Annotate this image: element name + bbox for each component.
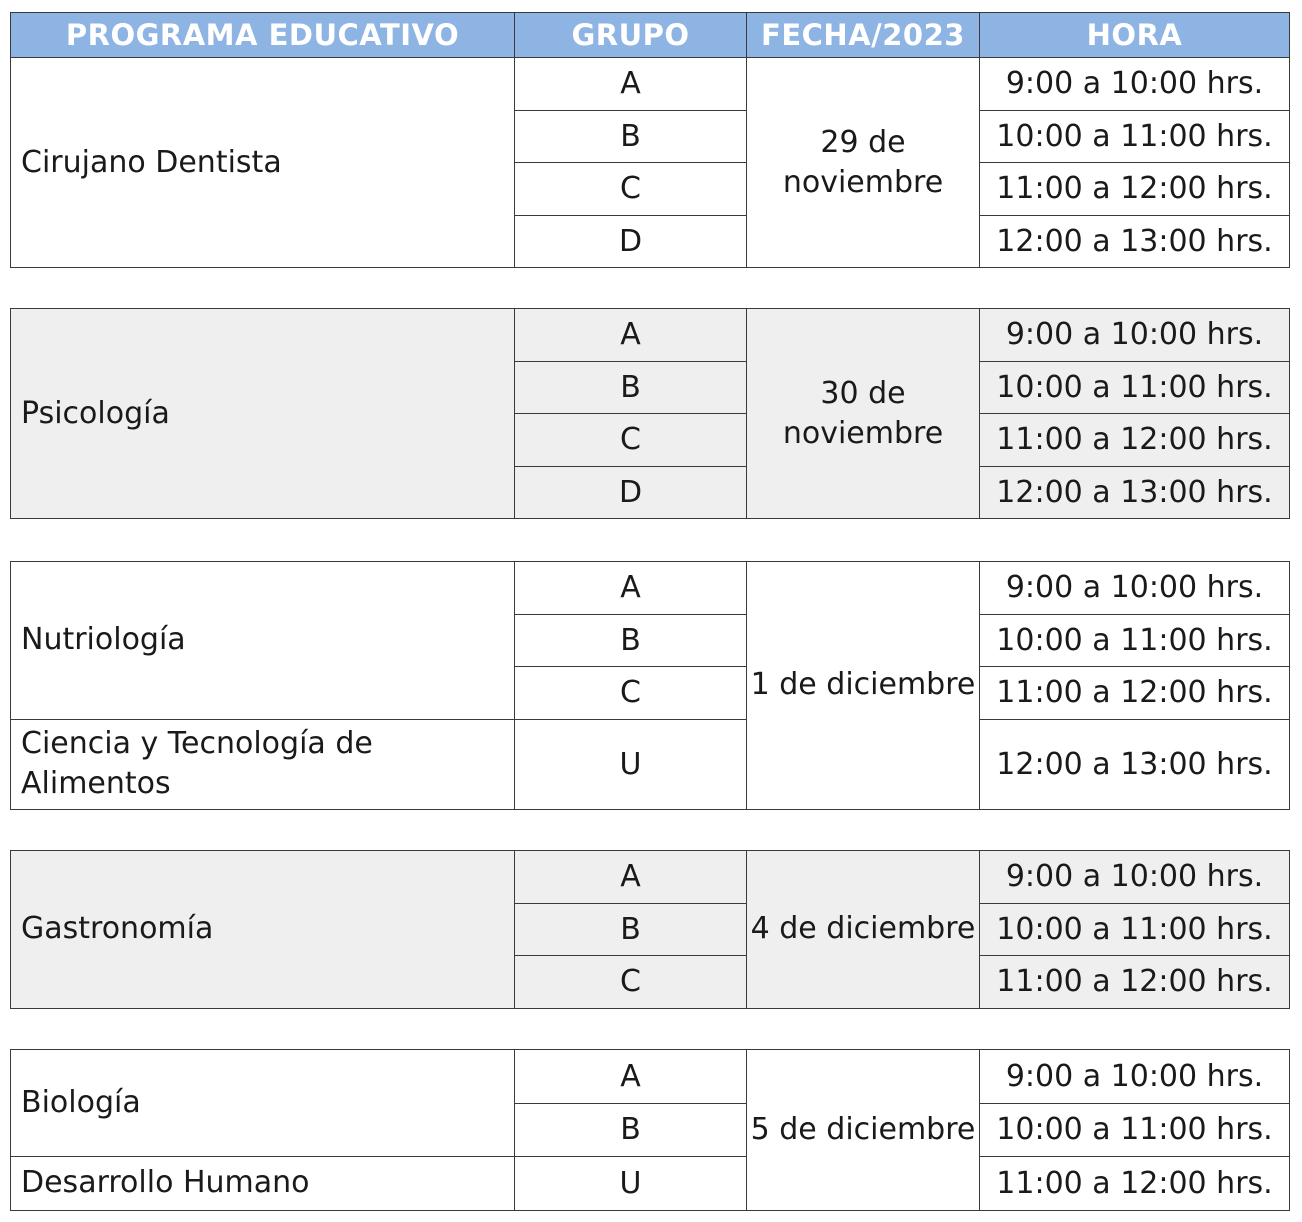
schedule-table-psicologia xyxy=(10,308,1290,519)
table-row xyxy=(11,562,1290,615)
group-cell: C xyxy=(515,956,747,1009)
date-cell: 1 de diciembre xyxy=(747,562,980,810)
group-cell: C xyxy=(515,414,747,467)
time-cell: 10:00 a 11:00 hrs. xyxy=(980,614,1290,667)
time-cell: 11:00 a 12:00 hrs. xyxy=(980,1157,1290,1211)
header-hora: HORA xyxy=(980,13,1290,58)
time-cell: 9:00 a 10:00 hrs. xyxy=(980,562,1290,615)
group-cell: U xyxy=(515,719,747,809)
group-cell: C xyxy=(515,667,747,720)
table-row xyxy=(11,719,1290,809)
time-cell: 10:00 a 11:00 hrs. xyxy=(980,903,1290,956)
group-cell: C xyxy=(515,163,747,216)
program-name: Cirujano Dentista xyxy=(11,58,515,268)
group-cell: B xyxy=(515,614,747,667)
schedule-table-cirujano-dentista xyxy=(10,12,1290,268)
program-name: Ciencia y Tecnología de Alimentos xyxy=(11,719,515,809)
table-row xyxy=(11,309,1290,362)
time-cell: 11:00 a 12:00 hrs. xyxy=(980,414,1290,467)
group-cell: A xyxy=(515,309,747,362)
group-cell: D xyxy=(515,466,747,519)
date-cell: 5 de diciembre xyxy=(747,1050,980,1211)
header-programa: PROGRAMA EDUCATIVO xyxy=(11,13,515,58)
program-name: Biología xyxy=(11,1050,515,1157)
group-cell: B xyxy=(515,110,747,163)
time-cell: 12:00 a 13:00 hrs. xyxy=(980,719,1290,809)
date-cell: 4 de diciembre xyxy=(747,851,980,1009)
time-cell: 11:00 a 12:00 hrs. xyxy=(980,667,1290,720)
group-cell: B xyxy=(515,361,747,414)
time-cell: 12:00 a 13:00 hrs. xyxy=(980,215,1290,268)
header-fecha: FECHA/2023 xyxy=(747,13,980,58)
time-cell: 10:00 a 11:00 hrs. xyxy=(980,361,1290,414)
table-header-row xyxy=(11,13,1290,58)
schedule-table-nutriologia xyxy=(10,561,1290,810)
group-cell: A xyxy=(515,851,747,904)
group-cell: A xyxy=(515,1050,747,1104)
date-cell: 29 de noviembre xyxy=(747,58,980,268)
table-row xyxy=(11,851,1290,904)
time-cell: 11:00 a 12:00 hrs. xyxy=(980,956,1290,1009)
time-cell: 9:00 a 10:00 hrs. xyxy=(980,1050,1290,1104)
date-cell: 30 de noviembre xyxy=(747,309,980,519)
group-cell: B xyxy=(515,1103,747,1157)
time-cell: 10:00 a 11:00 hrs. xyxy=(980,1103,1290,1157)
group-cell: B xyxy=(515,903,747,956)
time-cell: 9:00 a 10:00 hrs. xyxy=(980,851,1290,904)
program-name: Desarrollo Humano xyxy=(11,1157,515,1211)
group-cell: A xyxy=(515,562,747,615)
program-name: Gastronomía xyxy=(11,851,515,1009)
time-cell: 9:00 a 10:00 hrs. xyxy=(980,309,1290,362)
time-cell: 12:00 a 13:00 hrs. xyxy=(980,466,1290,519)
program-name: Nutriología xyxy=(11,562,515,720)
time-cell: 9:00 a 10:00 hrs. xyxy=(980,58,1290,111)
time-cell: 11:00 a 12:00 hrs. xyxy=(980,163,1290,216)
time-cell: 10:00 a 11:00 hrs. xyxy=(980,110,1290,163)
schedule-table-biologia xyxy=(10,1049,1290,1211)
program-name: Psicología xyxy=(11,309,515,519)
group-cell: U xyxy=(515,1157,747,1211)
header-grupo: GRUPO xyxy=(515,13,747,58)
schedule-table-gastronomia xyxy=(10,850,1290,1009)
group-cell: A xyxy=(515,58,747,111)
group-cell: D xyxy=(515,215,747,268)
table-row xyxy=(11,1050,1290,1104)
table-row xyxy=(11,1157,1290,1211)
table-row xyxy=(11,58,1290,111)
